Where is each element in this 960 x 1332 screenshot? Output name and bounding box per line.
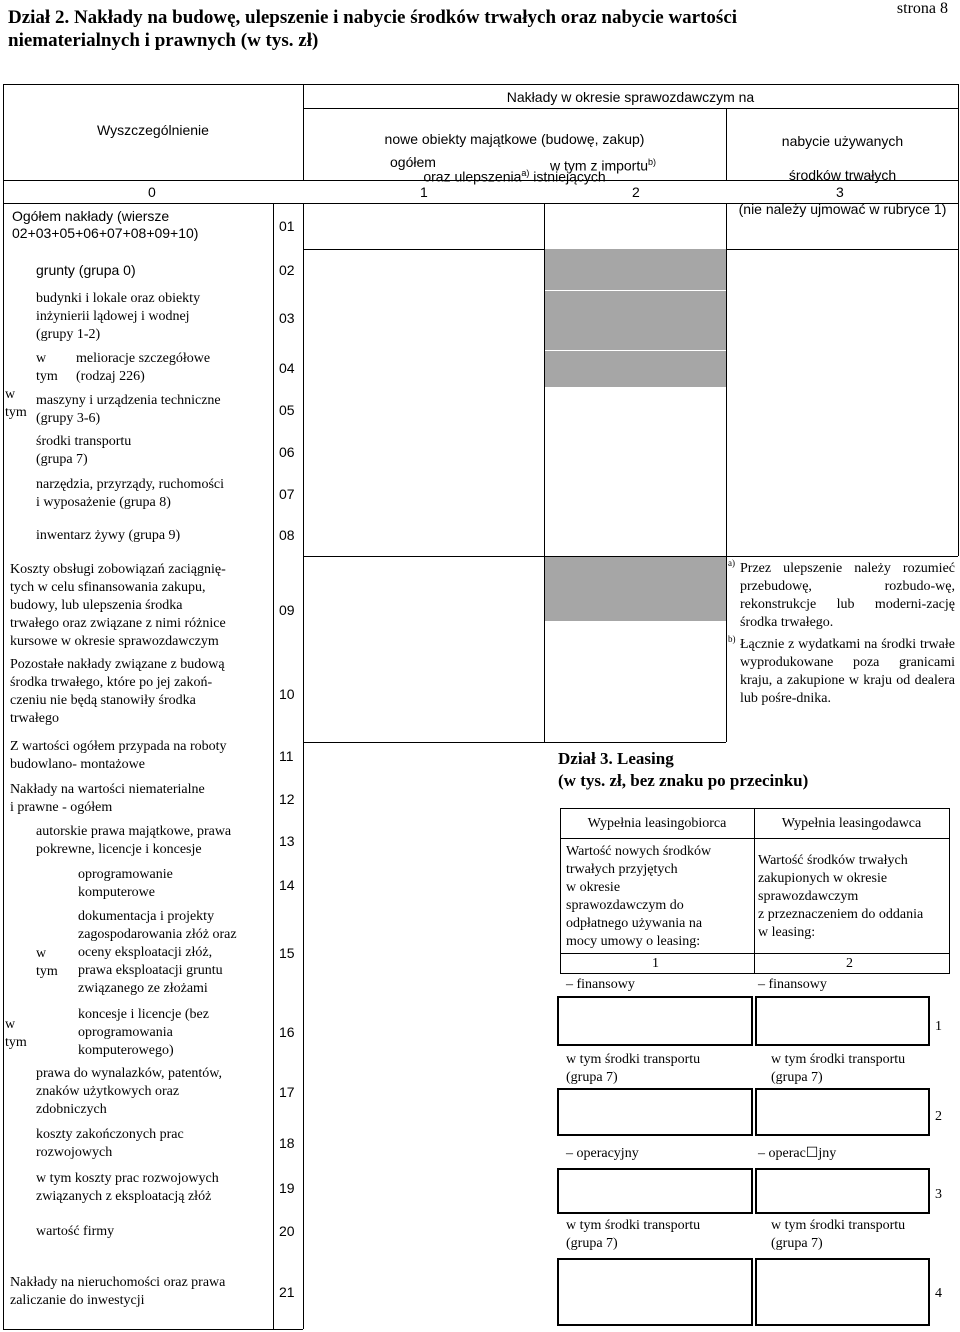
row-15-number: 15 [279,945,295,961]
lease-financial-lessor-input[interactable] [755,996,930,1046]
row-06-label: środki transportu (grupa 7) [36,434,132,467]
header-top: Nakłady w okresie sprawozdawczym na [506,89,755,105]
lease-financial-transport-lessee-input[interactable] [557,1088,753,1136]
row-21-number: 21 [279,1284,295,1300]
row-14-number: 14 [279,877,295,893]
row-08-label: inwentarz żywy (grupa 9) [36,528,181,543]
row-16-label: koncesje i licencje (bez oprogramowania komputerowego) [78,1007,209,1058]
row-21-label: Nakłady na nieruchomości oraz prawa zaliczanie do inwestycji [10,1275,226,1308]
lease-financial-lessee-input[interactable] [557,996,753,1046]
lease-row-3-number: 3 [935,1187,942,1202]
section2-title-line2: niematerialnych i prawnych (w tys. zł) [8,30,319,51]
row-05-number: 05 [279,402,295,418]
lease-col-1: 1 [652,956,659,971]
row-03-label: budynki i lokale oraz obiekty inżynierii lądowej i wodnej (grupy 1-2) [36,291,201,342]
col-num-2: 2 [632,184,640,200]
col-num-3: 3 [836,184,844,200]
row-07-label: narzędzia, przyrządy, ruchomości i wyposażenie (grupa 8) [36,477,224,510]
row-14-label: oprogramowanie komputerowe [78,867,173,900]
lessee-header: Wypełnia leasingobiorca [587,816,727,831]
lease-financial-transport-lessor-input[interactable] [755,1088,930,1136]
row-20-number: 20 [279,1223,295,1239]
header-import [550,154,656,175]
footnote-b-mark: b) [728,634,736,644]
lease-row-4-number: 4 [935,1286,942,1301]
row-09-label: Koszty obsługi zobowiązań zaciągnię- tych w celu sfinansowania zakupu, budowy, lub ulepszenia środka trwałego oraz związane z nimi różnice kursowe w okresie sprawozdawczym [10,562,226,649]
lease-operational-left: – operacyjny [566,1146,639,1161]
row-04-wtym: w tym [36,351,58,384]
lease-operational-right: – operac☐jny [758,1146,837,1161]
col-num-1: 1 [420,184,428,200]
row-20-label: wartość firmy [36,1224,115,1239]
footnote-a [728,560,956,632]
footnote-b-ref: b) [648,157,657,167]
lease-operational-transport-left: w tym środki transportu (grupa 7) [566,1218,701,1251]
lease-operational-transport-right: w tym środki transportu (grupa 7) [771,1218,906,1251]
row-16-number: 16 [279,1024,295,1040]
footnote-a-text: Przez ulepszenie należy rozumieć przebudowę, rozbudo-wę, rekonstrukcje lub moderni-zację środka trwałego. [740,561,955,630]
row-10-number: 10 [279,686,295,702]
row-10-label: Pozostałe nakłady związane z budową środka trwałego, które po jej zakoń- czeniu nie będą stanowiły środka trwałego [10,657,225,726]
lease-financial-transport-left: w tym środki transportu (grupa 7) [566,1052,701,1085]
lease-operational-transport-lessor-input[interactable] [755,1258,930,1326]
row-09-number: 09 [279,602,295,618]
lessee-description: Wartość nowych środków trwałych przyjętych w okresie sprawozdawczym do odpłatnego używania na mocy umowy o leasing: [566,844,712,949]
row-02-label: grunty (grupa 0) [36,262,136,278]
row-04-number: 04 [279,360,295,376]
row-06-number: 06 [279,444,295,460]
rows-03-07-wtym: w tym [5,387,27,420]
row-19-number: 19 [279,1180,295,1196]
lease-row-2-number: 2 [935,1109,942,1124]
footnote-a-mark: a) [728,558,735,568]
page-number: strona 8 [896,0,948,17]
row-07-number: 07 [279,486,295,502]
header-used-line3: (nie należy ujmować w rubryce 1) [738,201,947,217]
row-11-number: 11 [279,748,294,764]
row-04-label: melioracje szczegółowe (rodzaj 226) [76,351,211,384]
section3-title-line2: (w tys. zł, bez znaku po przecinku) [558,771,809,790]
col-num-0: 0 [148,184,156,200]
row-01-label: Ogółem nakłady (wiersze 02+03+05+06+07+08+09+10) [12,208,199,241]
footnote-a-ref: a) [521,168,530,178]
section2-title-line1: Dział 2. Nakłady na budowę, ulepszenie i nabycie środków trwałych oraz nabycie wartości [8,7,738,28]
header-new-objects [303,114,726,186]
row-13-number: 13 [279,833,295,849]
rows-13-20-wtym: w tym [5,1017,27,1050]
row-02-number: 02 [279,262,295,278]
row-17-label: prawa do wynalazków, patentów, znaków użytkowych oraz zdobniczych [36,1066,222,1117]
lessor-header: Wypełnia leasingodawca [781,816,922,831]
row-08-number: 08 [279,527,295,543]
row-19-label: w tym koszty prac rozwojowych związanych z eksploatacją złóż [36,1171,219,1204]
header-new-objects-line2: oraz ulepszenia [423,168,522,185]
header-spec: Wyszczególnienie [97,122,209,138]
row-03-number: 03 [279,310,295,326]
row-11-label: Z wartości ogółem przypada na roboty budowlano- montażowe [10,739,227,772]
row-18-number: 18 [279,1135,295,1151]
footnote-b-text: Łącznie z wydatkami na środki trwałe wyprodukowane poza granicami kraju, a zakupione w kraju od dealera lub pośre-dnika. [740,637,955,706]
section3-title [558,748,808,792]
header-new-objects-line1: nowe obiekty majątkowe (budowę, zakup) [384,131,645,147]
row-01-number: 01 [279,218,295,234]
lessor-description: Wartość środków trwałych zakupionych w okresie sprawozdawczym z przeznaczeniem do oddania w leasing: [758,853,924,940]
lease-financial-transport-right: w tym środki transportu (grupa 7) [771,1052,906,1085]
lease-financial-left: – finansowy [566,977,635,992]
row-18-label: koszty zakończonych prac rozwojowych [36,1127,184,1160]
section3-title-line1: Dział 3. Leasing [558,749,674,768]
footnote-b [728,636,956,708]
header-used [727,116,958,218]
section2-title [8,6,868,52]
header-used-line2: środków trwałych [788,167,897,183]
header-total: ogółem [390,154,436,170]
header-new-objects-line3: istniejących [529,168,606,185]
lease-financial-right: – finansowy [758,977,827,992]
row-17-number: 17 [279,1084,295,1100]
lease-operational-lessee-input[interactable] [557,1168,753,1214]
row-12-label: Nakłady na wartości niematerialne i prawne - ogółem [10,782,205,815]
shaded-cells-02-04 [545,249,726,387]
row-13-label: autorskie prawa majątkowe, prawa pokrewne, licencje i koncesje [36,824,232,857]
row-05-label: maszyny i urządzenia techniczne (grupy 3-6) [36,393,221,426]
header-import-text: w tym z importu [550,157,649,174]
lease-operational-transport-lessee-input[interactable] [557,1258,753,1326]
lease-row-1-number: 1 [935,1019,942,1034]
shaded-cell-09 [545,557,726,621]
row-15-label: dokumentacja i projekty zagospodarowania złóż oraz oceny eksploatacji złóż, prawa eksploatacji gruntu związanego ze złożami [78,909,237,996]
row-12-number: 12 [279,791,295,807]
rows-14-16-wtym: w tym [36,946,58,979]
lease-operational-lessor-input[interactable] [755,1168,930,1214]
lease-col-2: 2 [846,956,853,971]
header-used-line1: nabycie używanych [781,133,904,149]
